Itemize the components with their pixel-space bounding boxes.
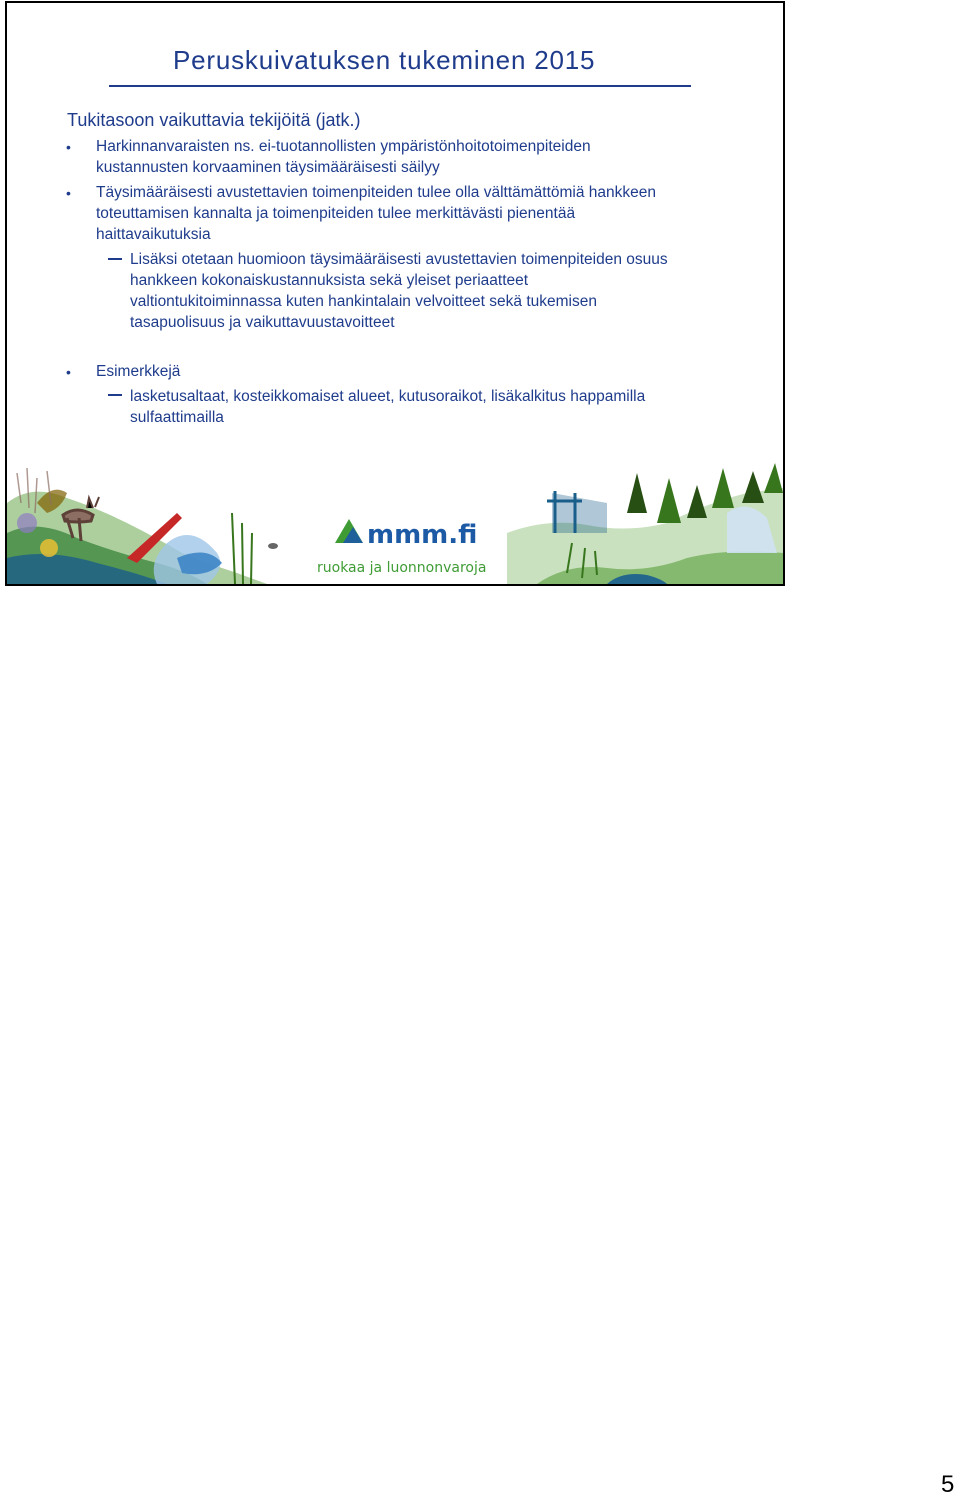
title-underline (109, 85, 691, 87)
slide (5, 1, 785, 586)
nature-banner-illustration (7, 463, 783, 584)
logo-wordmark: mmm.fi (367, 520, 478, 550)
sub-bullet-1-line-4: tasapuolisuus ja vaikuttavuustavoitteet (130, 314, 395, 331)
page-number: 5 (941, 1471, 955, 1498)
bullet-2-line-1: Täysimääräisesti avustettavien toimenpiteiden tulee olla välttämättömiä hankkeen (96, 184, 657, 201)
bullet-marker: • (66, 364, 71, 380)
sub-bullet-2-line-2: sulfaattimailla (130, 409, 224, 426)
sub-bullet-1-line-2: hankkeen kokonaiskustannuksista sekä yleiset periaatteet (130, 272, 529, 289)
dash-marker (108, 258, 122, 260)
bullet-3-line-1: Esimerkkejä (96, 363, 181, 380)
logo-tagline: ruokaa ja luonnonvaroja (317, 560, 487, 576)
sub-bullet-2-line-1: lasketusaltaat, kosteikkomaiset alueet, kutusoraikot, lisäkalkitus happamilla (130, 388, 646, 405)
dash-marker (108, 394, 122, 396)
sub-bullet-1-line-3: valtiontukitoiminnassa kuten hankintalain velvoitteet sekä tukemisen (130, 293, 597, 310)
bullet-1-line-1: Harkinnanvaraisten ns. ei-tuotannollisten ympäristönhoitotoimenpiteiden (96, 138, 591, 155)
slide-title: Peruskuivatuksen tukeminen 2015 (173, 45, 596, 75)
bullet-1-line-2: kustannusten korvaaminen täysimääräisesti säilyy (96, 159, 440, 176)
bullet-2-line-3: haittavaikutuksia (96, 226, 211, 243)
bullet-marker: • (66, 139, 71, 155)
bullet-marker: • (66, 185, 71, 201)
bullet-2-line-2: toteuttamisen kannalta ja toimenpiteiden tulee merkittävästi pienentää (96, 205, 576, 222)
mmm-logo (317, 519, 486, 576)
sub-bullet-1-line-1: Lisäksi otetaan huomioon täysimääräisesti avustettavien toimenpiteiden osuus (130, 251, 668, 268)
right-nature-scene (507, 463, 783, 584)
slide-subtitle: Tukitasoon vaikuttavia tekijöitä (jatk.) (67, 110, 361, 130)
left-nature-scene (7, 468, 278, 584)
